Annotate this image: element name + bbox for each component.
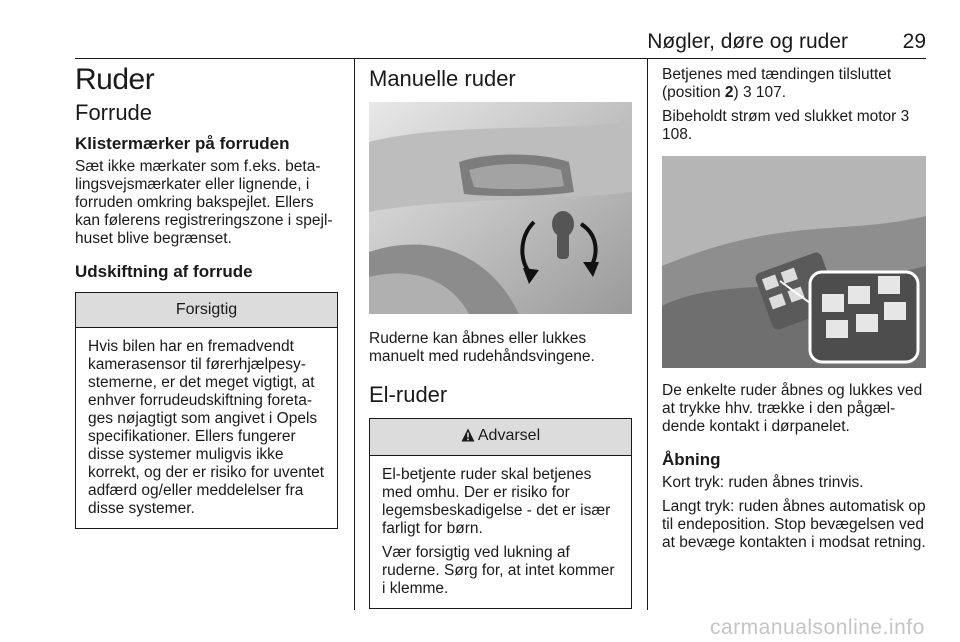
heading-electric-windows: El-ruder: [369, 382, 448, 407]
ignition-position: 2: [724, 84, 734, 101]
column-divider-1: [354, 58, 355, 610]
ignition-text-b: ): [733, 84, 743, 101]
caution-text: Hvis bilen har en fremadvendt kamerasensor til førerhjælpesystemerne, er det meget vigtigt, at enhver forrudeudskiftning foretages nøjagtigt som angivet i Opels specifikationer. Ellers fungerer disse systemer muligvis ikke korrekt, og der er risiko for uventet adfærd og/eller meddelelser fra disse systemer.: [88, 338, 325, 517]
paragraph-manual-windows: Ruderne kan åbnes eller lukkes manuelt med rudehåndsvingene.: [369, 330, 595, 365]
heading-opening: Åbning: [662, 450, 721, 469]
warning-text-1: El-betjente ruder skal betjenes med omhu. Der er risiko for legemsbeskadigelse - det er især farligt for børn.: [382, 466, 611, 537]
watermark: carmanualsonline.info: [710, 616, 925, 639]
heading-manual-windows: Manuelle ruder: [369, 66, 516, 91]
warning-title: Advarsel: [477, 427, 541, 444]
paragraph-stickers: Sæt ikke mærkater som f.eks. betalingsvejsmærkater eller lignende, i forruden omkring bakspejlet. Ellers kan følerens registreringszone i spejlhuset blive begrænset.: [75, 158, 333, 247]
ignition-text-a: Betjenes med tændingen tilsluttet (position: [662, 66, 892, 101]
photo-window-crank: [369, 102, 632, 314]
caution-box: [75, 292, 338, 529]
paragraph-short-press: Kort tryk: ruden åbnes trinvis.: [662, 474, 864, 491]
header-title: Nøgler, døre og ruder: [647, 30, 848, 53]
page-ref-108[interactable]: 3 108.: [662, 108, 910, 143]
warning-title-row: [370, 419, 631, 456]
header-rule: [75, 58, 926, 59]
page-ref-107[interactable]: 3 107.: [743, 84, 787, 101]
paragraph-ignition: [662, 66, 926, 102]
heading-stickers: Klistermærker på forruden: [75, 134, 290, 153]
window-switches-illustration: [662, 156, 926, 368]
column-3: [662, 62, 926, 558]
heading-replacement: Udskiftning af forrude: [75, 262, 253, 281]
warning-triangle-icon: [461, 428, 475, 447]
column-divider-2: [647, 58, 648, 610]
page-number: 29: [902, 30, 926, 53]
column-2: [369, 62, 632, 609]
paragraph-long-press: Langt tryk: ruden åbnes automatisk op til endeposition. Stop bevægelsen ved at bevæge kontakten i modsat retning.: [662, 498, 926, 551]
warning-text-2: Vær forsigtig ved lukning af ruderne. Sørg for, at intet kommer i klemme.: [382, 544, 615, 597]
subsection-forrude: Forrude: [75, 100, 153, 125]
column-1: [75, 62, 338, 529]
retained-power-text: Bibeholdt strøm ved slukket motor: [662, 108, 901, 125]
caution-title: Forsigtig: [76, 293, 337, 328]
section-title-ruder: Ruder: [75, 63, 155, 96]
photo-window-switches: [662, 156, 926, 368]
paragraph-retained-power: [662, 108, 926, 144]
window-crank-illustration: [369, 102, 632, 314]
warning-box: [369, 418, 632, 609]
paragraph-switches: De enkelte ruder åbnes og lukkes ved at trykke hhv. trække i den pågældende kontakt i dørpanelet.: [662, 382, 923, 435]
